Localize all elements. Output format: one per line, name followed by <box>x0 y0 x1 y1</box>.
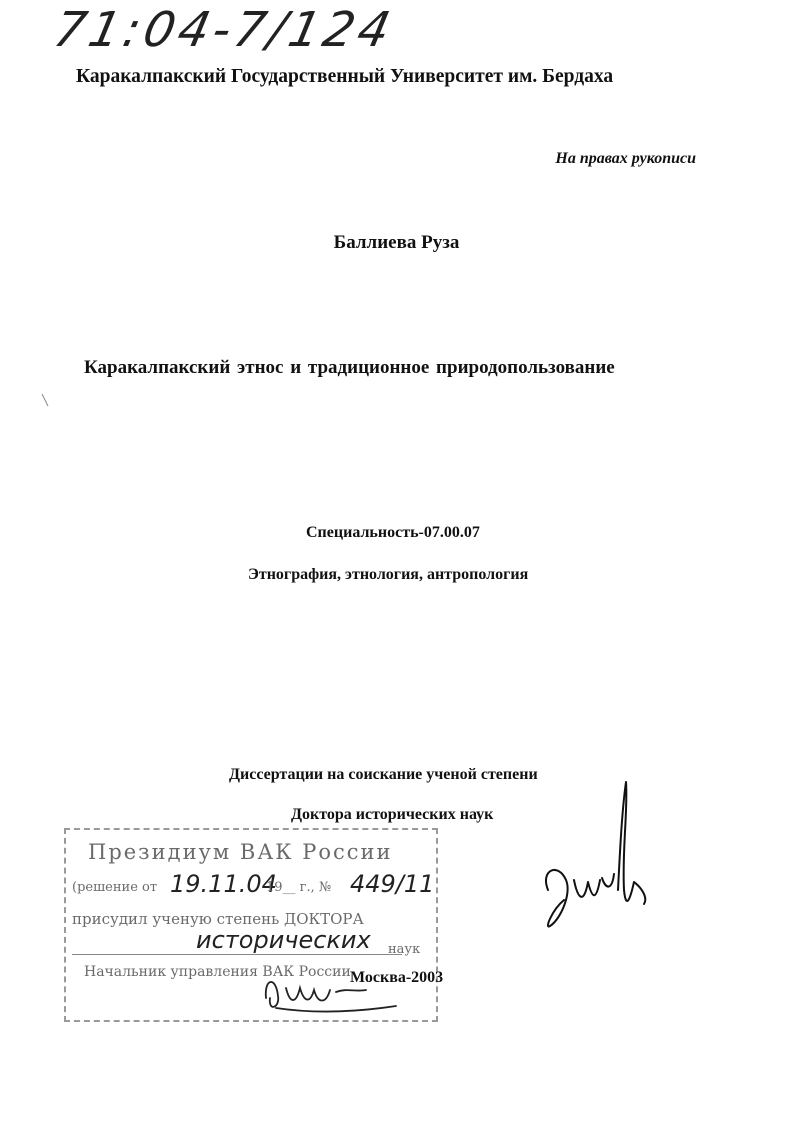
stamp-decision-prefix: (решение от <box>72 880 158 895</box>
stamp-decision-year: 19__ г., № <box>266 880 332 895</box>
university-name: Каракалпакский Государственный Университет им. Бердаха <box>76 66 614 87</box>
stamp-awarded-text: присудил ученую степень ДОКТОРА <box>72 910 364 928</box>
specialty-fields: Этнография, этнология, антропология <box>248 566 529 583</box>
stamp-decision-date: 19.11.04 <box>170 870 277 898</box>
vak-stamp <box>64 828 438 1022</box>
specialty-code: Специальность-07.00.07 <box>306 524 480 541</box>
dissertation-degree-line1: Диссертации на соискание ученой степени <box>229 766 538 783</box>
dissertation-title: Каракалпакский этнос и традиционное природопользование <box>84 357 615 378</box>
manuscript-note: На правах рукописи <box>555 150 696 167</box>
dissertation-degree-line2: Доктора исторических наук <box>291 806 494 823</box>
stamp-science-suffix: наук <box>388 942 421 957</box>
city-year: Москва-2003 <box>350 969 444 986</box>
stamp-title: Президиум ВАК России <box>88 840 393 864</box>
handwritten-signature <box>530 770 680 960</box>
stamp-science-handwritten: исторических <box>196 926 371 954</box>
stamp-head-title: Начальник управления ВАК России <box>84 964 351 980</box>
stray-mark <box>40 392 52 410</box>
stamp-decision-number: 449/11 <box>350 870 435 898</box>
handwritten-catalog-number: 71:04-7/124 <box>49 2 399 58</box>
author-name: Баллиева Руза <box>333 232 460 253</box>
